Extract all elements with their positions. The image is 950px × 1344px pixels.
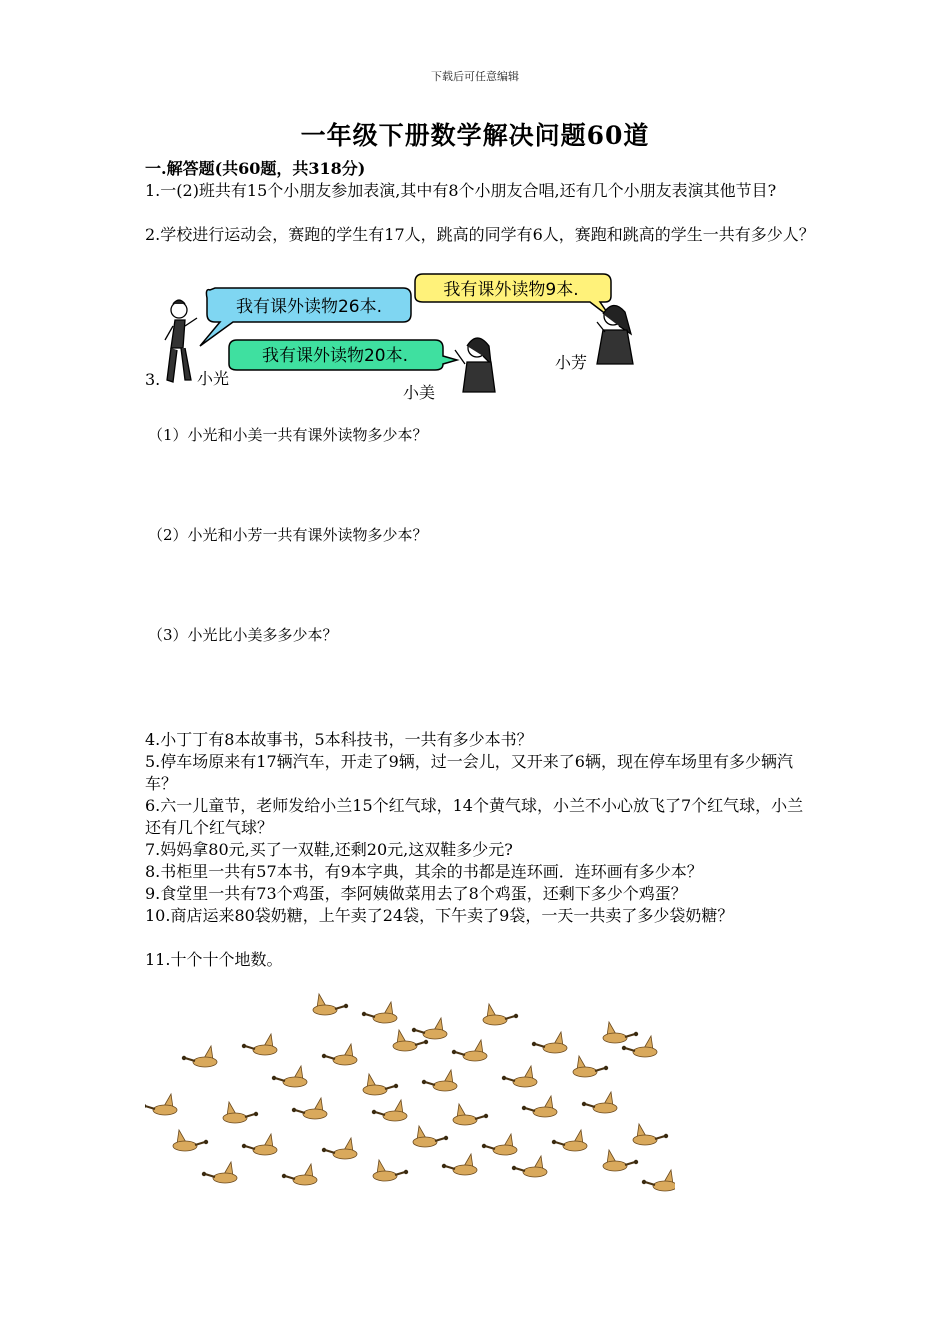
- question-7: 7.妈妈拿80元,买了一双鞋,还剩20元,这双鞋多少元?: [145, 840, 513, 859]
- bubble-text-xiaofang: 我有课外读物9本.: [443, 280, 579, 300]
- goose-icon: [242, 1134, 277, 1155]
- goose-icon: [603, 1022, 638, 1043]
- goose-icon: [282, 1164, 317, 1185]
- goose-icon: [313, 994, 348, 1015]
- name-xiaoguang: 小光: [197, 369, 230, 388]
- goose-icon: [373, 1160, 408, 1181]
- goose-icon: [512, 1156, 547, 1177]
- goose-icon: [223, 1102, 258, 1123]
- goose-icon: [372, 1100, 407, 1121]
- geese-flock-illustration: [145, 990, 675, 1205]
- question-3-figure: [145, 268, 665, 408]
- question-2: 2.学校进行运动会，赛跑的学生有17人，跳高的同学有6人，赛跑和跳高的学生一共有多少人？: [145, 225, 815, 244]
- goose-icon: [412, 1018, 447, 1039]
- goose-icon: [532, 1032, 567, 1053]
- goose-icon: [422, 1070, 457, 1091]
- goose-icon: [633, 1124, 668, 1145]
- goose-icon: [552, 1130, 587, 1151]
- question-3-number: 3.: [145, 370, 161, 389]
- goose-icon: [292, 1098, 327, 1119]
- question-6: 6.六一儿童节，老师发给小兰15个红气球，14个黄气球，小兰不小心放飞了7个红气球，小兰还有几个红气球？: [145, 796, 804, 837]
- speech-bubble-xiaomei: [229, 340, 457, 370]
- question-3-part-2: （2）小光和小芳一共有课外读物多少本？: [148, 526, 428, 544]
- name-xiaofang: 小芳: [555, 353, 588, 372]
- question-5: 5.停车场原来有17辆汽车，开走了9辆，过一会儿，又开来了6辆，现在停车场里有多少辆汽车？: [145, 752, 793, 793]
- goose-icon: [272, 1066, 307, 1087]
- goose-icon: [145, 1094, 177, 1115]
- girl-xiaomei-illustration: [455, 338, 495, 392]
- goose-icon: [182, 1046, 217, 1067]
- section-heading: 一.解答题(共60题，共318分): [145, 159, 366, 178]
- goose-icon: [322, 1138, 357, 1159]
- goose-icon: [573, 1056, 608, 1077]
- question-1: 1.一(2)班共有15个小朋友参加表演,其中有8个小朋友合唱,还有几个小朋友表演其他节目?: [145, 181, 777, 200]
- bubble-text-xiaoguang: 我有课外读物26本.: [235, 297, 383, 317]
- bubble-text-xiaomei: 我有课外读物20本.: [261, 346, 409, 366]
- goose-icon: [362, 1002, 397, 1023]
- goose-icon: [452, 1040, 487, 1061]
- question-10: 10.商店运来80袋奶糖，上午卖了24袋，下午卖了9袋，一天一共卖了多少袋奶糖？: [145, 906, 734, 925]
- goose-icon: [642, 1170, 675, 1191]
- goose-icon: [202, 1162, 237, 1183]
- speech-bubble-xiaofang: [415, 274, 611, 318]
- goose-icon: [322, 1044, 357, 1065]
- goose-icon: [413, 1126, 448, 1147]
- boy-xiaoguang-illustration: [165, 300, 197, 382]
- question-4: 4.小丁丁有8本故事书，5本科技书，一共有多少本书？: [145, 730, 533, 749]
- goose-icon: [173, 1130, 208, 1151]
- name-xiaomei: 小美: [403, 383, 436, 402]
- goose-icon: [522, 1096, 557, 1117]
- goose-icon: [502, 1066, 537, 1087]
- question-3-part-3: （3）小光比小美多多少本？: [148, 626, 338, 644]
- goose-icon: [482, 1134, 517, 1155]
- question-8: 8.书柜里一共有57本书，有9本字典，其余的书都是连环画．连环画有多少本？: [145, 862, 703, 881]
- goose-icon: [453, 1104, 488, 1125]
- goose-icon: [603, 1150, 638, 1171]
- goose-icon: [483, 1004, 518, 1025]
- goose-icon: [363, 1074, 398, 1095]
- speech-bubble-xiaoguang: [200, 288, 411, 346]
- question-9: 9.食堂里一共有73个鸡蛋，李阿姨做菜用去了8个鸡蛋，还剩下多少个鸡蛋？: [145, 884, 687, 903]
- question-11: 11.十个十个地数。: [145, 950, 283, 969]
- document-title: 一年级下册数学解决问题60道: [300, 121, 650, 150]
- header-note: 下载后可任意编辑: [431, 70, 519, 83]
- girl-xiaofang-illustration: [597, 305, 633, 364]
- goose-icon: [582, 1092, 617, 1113]
- goose-icon: [442, 1154, 477, 1175]
- goose-icon: [242, 1034, 277, 1055]
- question-3-part-1: （1）小光和小美一共有课外读物多少本？: [148, 426, 428, 444]
